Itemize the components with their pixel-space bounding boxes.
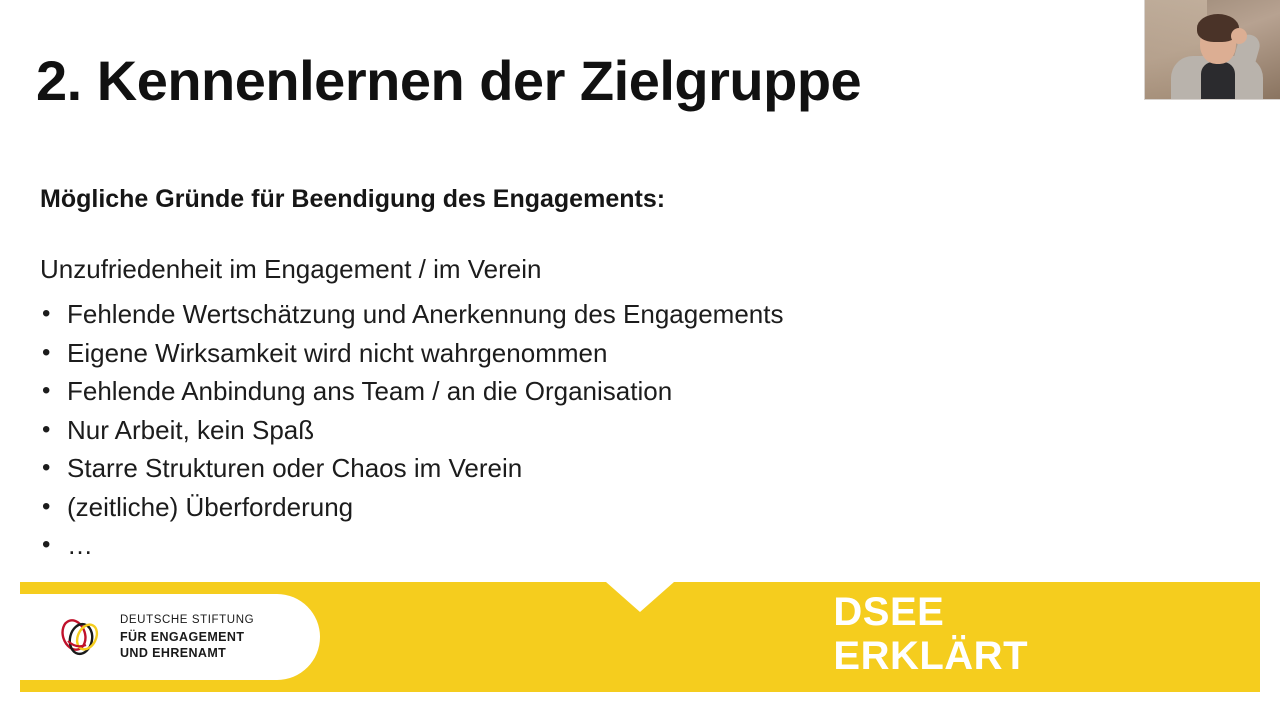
list-item: • Fehlende Wertschätzung und Anerkennung des Engagements [40, 295, 1100, 334]
brand-line-1: DSEE [833, 590, 945, 634]
webcam-person-hand [1231, 28, 1247, 44]
list-item: • (zeitliche) Überforderung [40, 488, 1100, 527]
list-item: • Starre Strukturen oder Chaos im Verein [40, 449, 1100, 488]
footer-notch-decoration [606, 582, 674, 612]
list-item: • Nur Arbeit, kein Spaß [40, 411, 1100, 450]
bullet-list [40, 295, 1100, 565]
body-lead-line: Unzufriedenheit im Engagement / im Verein [40, 254, 542, 284]
list-item: • … [40, 526, 1100, 565]
slide-footer-bar [20, 582, 1260, 692]
logo-line-2: FÜR ENGAGEMENT [120, 629, 245, 644]
logo-line-3: UND EHRENAMT [120, 646, 227, 661]
page-title: 2. Kennenlernen der Zielgruppe [36, 49, 862, 112]
presenter-webcam[interactable] [1144, 0, 1280, 100]
list-item: • Eigene Wirksamkeit wird nicht wahrgenommen [40, 334, 1100, 373]
list-item: • Fehlende Anbindung ans Team / an die Organisation [40, 372, 1100, 411]
brand-line-2: ERKLÄRT [833, 634, 1028, 678]
organization-logo [20, 594, 320, 680]
body-subheading: Mögliche Gründe für Beendigung des Engagements: [40, 185, 666, 213]
logo-line-1: DEUTSCHE STIFTUNG [120, 614, 255, 627]
webcam-person-shirt [1201, 62, 1235, 100]
brand-wordmark [833, 590, 1028, 678]
slide-body [40, 185, 1100, 565]
organization-logo-text [120, 612, 254, 662]
dsee-logo-mark-icon [54, 611, 106, 663]
